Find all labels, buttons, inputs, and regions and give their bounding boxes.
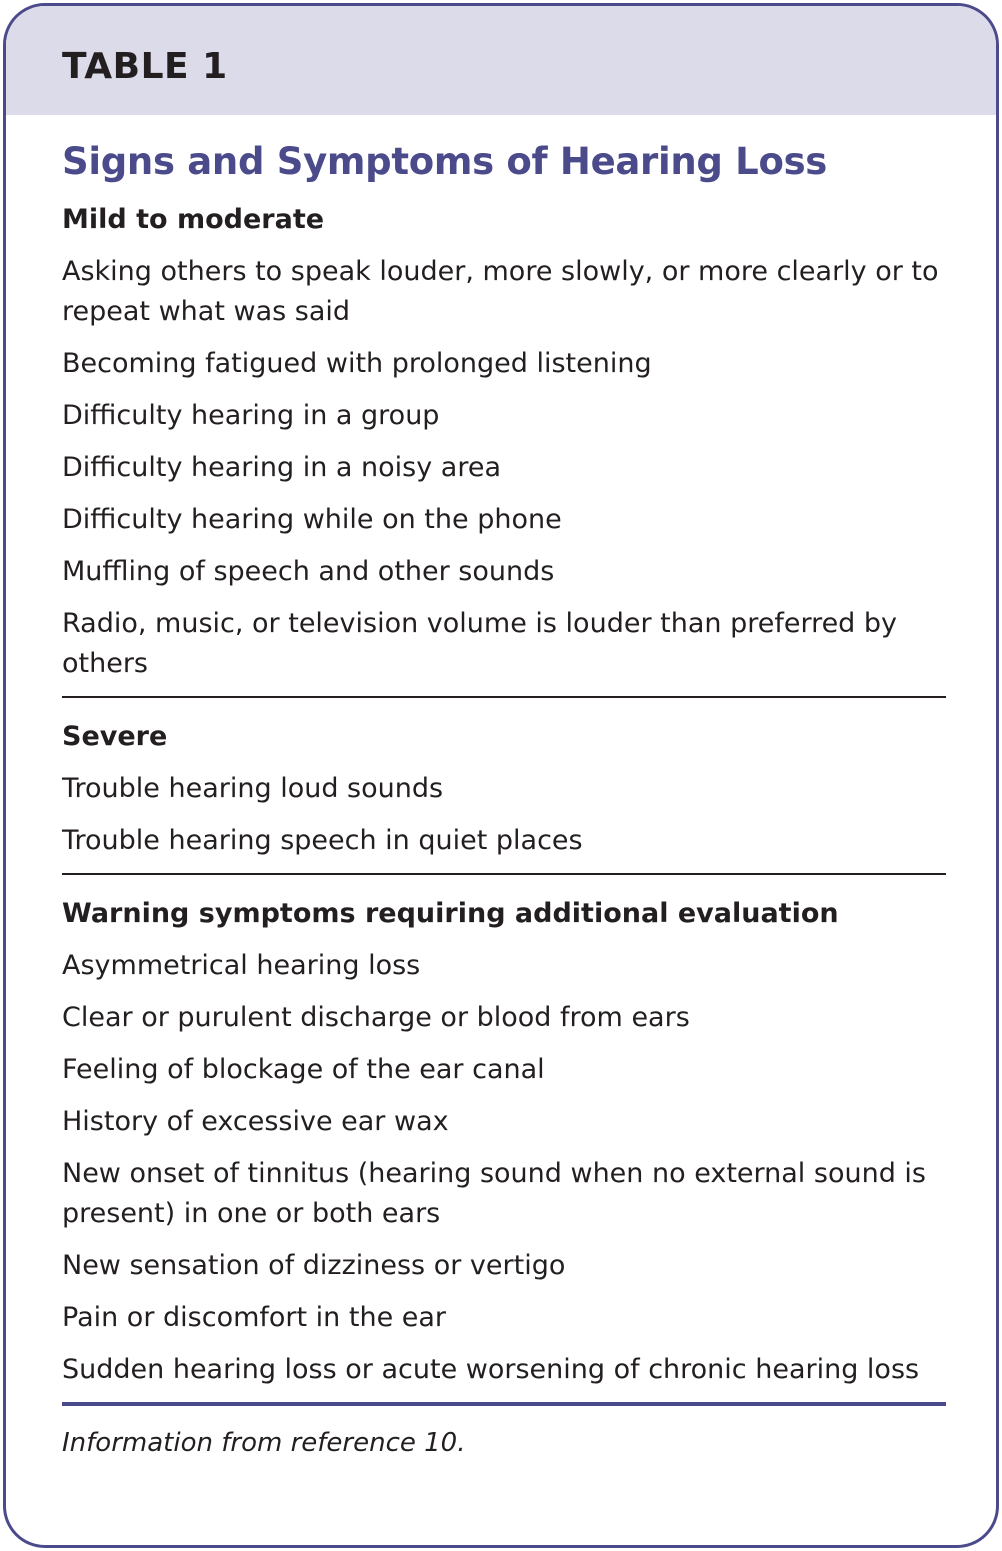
list-item: Difficulty hearing in a group (62, 400, 440, 431)
list-item: Asking others to speak louder, more slowly, or more clearly or to repeat what was said (62, 256, 939, 327)
list-item: Pain or discomfort in the ear (62, 1302, 447, 1333)
list-item: Asymmetrical hearing loss (62, 950, 421, 981)
list-item: Clear or purulent discharge or blood from ears (62, 1002, 690, 1033)
list-item: Muffling of speech and other sounds (62, 556, 555, 587)
footer-divider (62, 1402, 946, 1406)
section-severe (62, 717, 946, 861)
footnote: Information from reference 10. (62, 1428, 466, 1458)
list-item: Difficulty hearing in a noisy area (62, 452, 502, 483)
list-item: Becoming fatigued with prolonged listening (62, 348, 652, 379)
list-item: Trouble hearing loud sounds (62, 773, 444, 804)
table-title: Signs and Symptoms of Hearing Loss (62, 140, 828, 183)
section-heading: Warning symptoms requiring additional evaluation (62, 898, 839, 929)
section-mild-to-moderate (62, 200, 946, 684)
table-content (62, 137, 946, 1460)
section-heading: Mild to moderate (62, 204, 325, 235)
list-item: Trouble hearing speech in quiet places (62, 825, 583, 856)
table-card (3, 3, 999, 1548)
section-warning-symptoms (62, 894, 946, 1390)
list-item: New sensation of dizziness or vertigo (62, 1250, 566, 1281)
list-item: History of excessive ear wax (62, 1106, 449, 1137)
list-item: Radio, music, or television volume is louder than preferred by others (62, 608, 898, 679)
list-item: Feeling of blockage of the ear canal (62, 1054, 545, 1085)
table-header (6, 6, 996, 115)
section-divider (62, 696, 946, 698)
list-item: New onset of tinnitus (hearing sound when no external sound is present) in one or both ears (62, 1158, 926, 1229)
table-label: TABLE 1 (62, 46, 228, 87)
section-heading: Severe (62, 721, 168, 752)
list-item: Difficulty hearing while on the phone (62, 504, 562, 535)
list-item: Sudden hearing loss or acute worsening of chronic hearing loss (62, 1354, 920, 1385)
section-divider (62, 873, 946, 875)
